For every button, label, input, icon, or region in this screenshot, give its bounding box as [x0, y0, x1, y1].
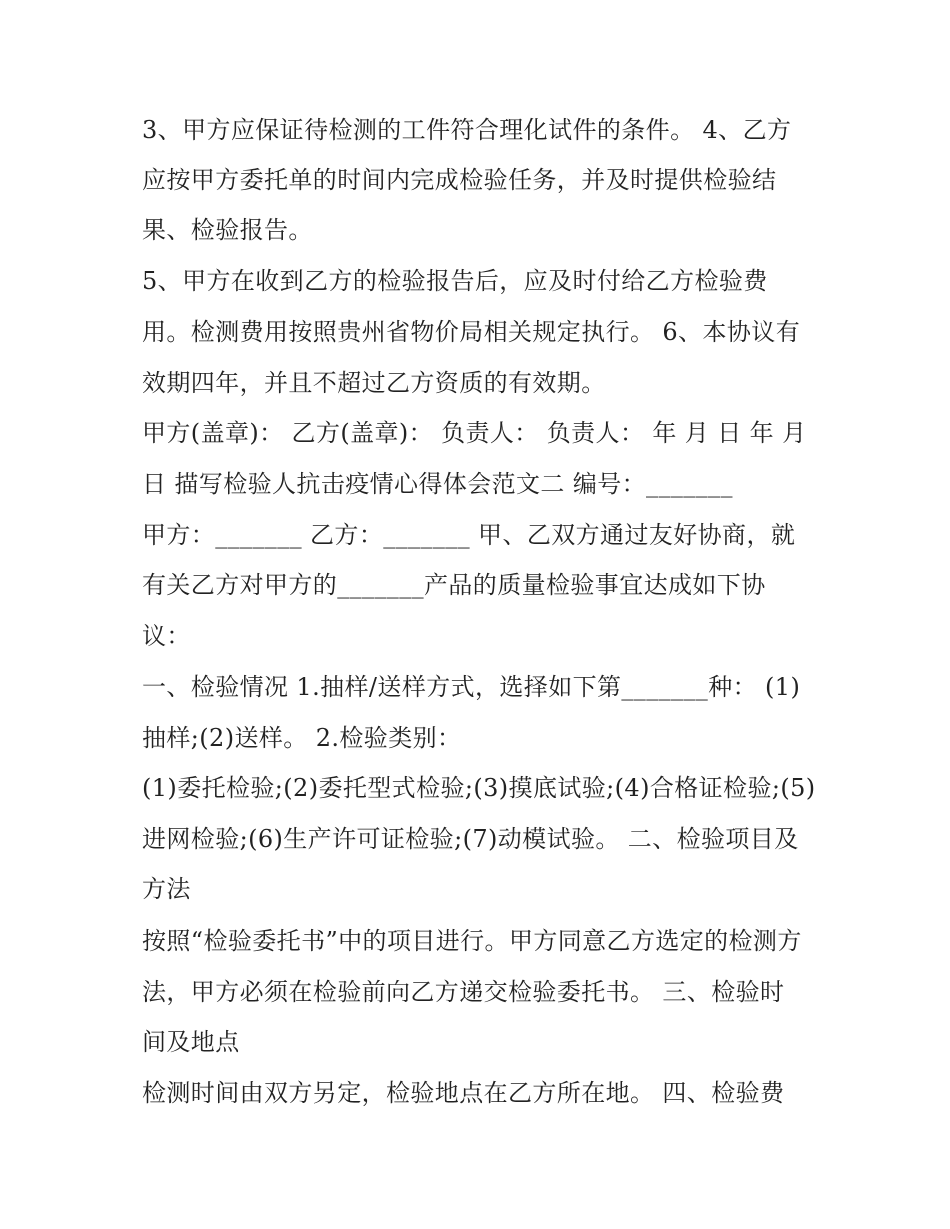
text-line: 甲方(盖章)： 乙方(盖章)： 负责人： 负责人： 年 月 日 年 月 — [142, 419, 807, 447]
text-line: 进网检验;(6)生产许可证检验;(7)动模试验。 二、检验项目及 — [142, 825, 799, 853]
text-line: 检测时间由双方另定，检验地点在乙方所在地。 四、检验费 — [142, 1079, 785, 1107]
text-line: 方法 — [142, 875, 191, 903]
text-line: 用。检测费用按照贵州省物价局相关规定执行。 6、本协议有 — [142, 318, 801, 346]
text-line: 有关乙方对甲方的_______产品的质量检验事宜达成如下协 — [142, 571, 766, 599]
text-line: 应按甲方委托单的时间内完成检验任务，并及时提供检验结 — [142, 166, 777, 194]
text-line: 间及地点 — [142, 1028, 240, 1056]
text-line: 3、甲方应保证待检测的工件符合理化试件的条件。 4、乙方 — [142, 116, 792, 144]
text-line: 5、甲方在收到乙方的检验报告后，应及时付给乙方检验费 — [142, 267, 768, 295]
text-line: 按照“检验委托书”中的项目进行。甲方同意乙方选定的检测方 — [142, 927, 802, 955]
text-line: 果、检验报告。 — [142, 216, 313, 244]
text-line: 甲方：_______ 乙方：_______ 甲、乙双方通过友好协商，就 — [142, 521, 796, 549]
text-line: (1)委托检验;(2)委托型式检验;(3)摸底试验;(4)合格证检验;(5) — [142, 774, 816, 802]
text-line: 法，甲方必须在检验前向乙方递交检验委托书。 三、检验时 — [142, 978, 785, 1006]
text-line: 议： — [142, 622, 191, 650]
text-line: 日 描写检验人抗击疫情心得体会范文二 编号：_______ — [142, 470, 733, 498]
text-line: 效期四年，并且不超过乙方资质的有效期。 — [142, 369, 606, 397]
text-line: 抽样;(2)送样。 2.检验类别： — [142, 724, 462, 752]
text-line: 一、检验情况 1.抽样/送样方式，选择如下第_______种： (1) — [142, 673, 801, 701]
